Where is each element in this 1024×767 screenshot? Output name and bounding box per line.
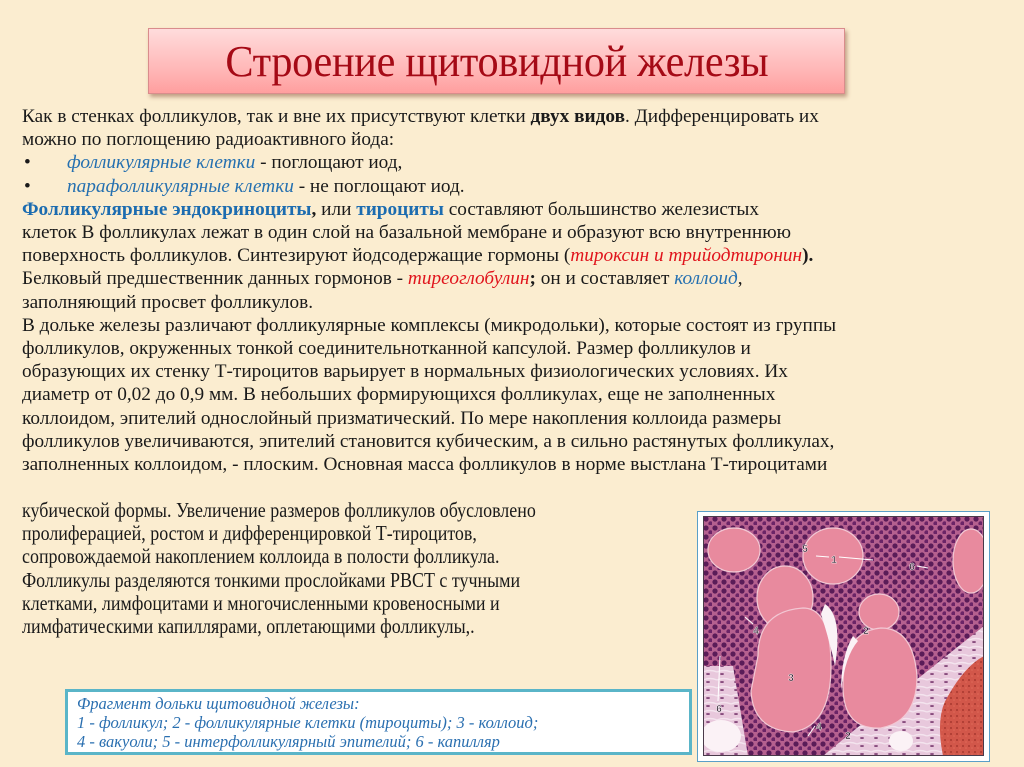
term-thyrocytes: тироциты — [356, 198, 444, 220]
text: или — [316, 198, 357, 220]
label-6: 6 — [716, 704, 722, 715]
figure-caption — [65, 689, 692, 755]
caption-line-2: 4 - вакуоли; 5 - интерфолликулярный эпителий; 6 - капилляр — [77, 732, 500, 751]
thyrocytes-line — [22, 198, 1012, 221]
text: поверхность фолликулов. Синтезируют йодсодержащие гормоны ( — [22, 245, 571, 267]
text: составляют большинство железистых — [443, 198, 760, 220]
bullet-item — [22, 175, 1012, 198]
term-colloid: коллоид — [674, 268, 738, 290]
term-hormones: тироксин и трийодтиронин — [570, 245, 803, 267]
label-1: 1 — [831, 555, 837, 566]
histology-figure — [697, 511, 990, 762]
term-thyroglobulin: тиреоглобулин — [407, 268, 530, 290]
text-line: фолликулов, окруженных тонкой соединительнотканной капсулой. Размер фолликулов и — [22, 338, 751, 360]
label-6: 6 — [909, 562, 915, 573]
text-line: образующих их стенку Т-тироцитов варьирует в нормальных физиологических условиях. Их — [22, 361, 788, 383]
text: , — [737, 268, 743, 290]
term-endocrinocytes: Фолликулярные эндокриноциты — [22, 198, 312, 220]
thyroid-micrograph-image — [703, 516, 984, 756]
text-line: фолликулов увеличиваются, эпителий становится кубическим, а в сильно растянутых фолликулах, — [22, 430, 835, 452]
label-2: 2 — [863, 626, 869, 637]
text-line: В дольке железы различают фолликулярные комплексы (микродольки), которые состоят из группы — [22, 314, 837, 336]
text-line: диаметр от 0,02 до 0,9 мм. В небольших формирующихся фолликулах, еще не заполненных — [22, 384, 776, 406]
label-5: 5 — [802, 544, 808, 555]
intro-line-1 — [22, 105, 1012, 128]
emphasis-two-types: двух видов — [530, 106, 625, 127]
label-4: 4 — [816, 722, 822, 733]
bullet-item — [22, 151, 1012, 174]
text: ; — [529, 268, 536, 290]
title-box — [148, 28, 845, 94]
slide-title: Строение щитовидной железы — [225, 36, 768, 86]
text-line: заполненных коллоидом, - плоским. Основная масса фолликулов в норме выстлана Т-тироцитами — [22, 454, 828, 476]
text-line: пролиферацией, ростом и дифференцировкой Т-тироцитов, — [22, 521, 477, 546]
text-line: заполняющий просвет фолликулов. — [22, 291, 314, 313]
term-follicular-cells: фолликулярные клетки — [67, 152, 256, 174]
bullet-icon: • — [24, 152, 31, 174]
text-line: кубической формы. Увеличение размеров фолликулов обусловлено — [22, 498, 536, 522]
text: . Дифференцировать их — [625, 106, 819, 127]
intro-line-2: можно по поглощению радиоактивного йода: — [22, 129, 395, 151]
text: Как в стенках фолликулов, так и вне их присутствуют клетки — [22, 106, 531, 127]
text-line: клетками, лимфоцитами и многочисленными кровеносными и — [22, 590, 500, 615]
bullet-icon: • — [24, 175, 31, 197]
text: ). — [802, 245, 814, 267]
hormones-line — [22, 244, 1012, 267]
text-line: Фолликулы разделяются тонкими прослойками РВСТ с тучными — [22, 567, 521, 592]
thyroglobulin-line — [22, 267, 1012, 290]
text: Белковый предшественник данных гормонов - — [22, 268, 408, 290]
label-3: 3 — [788, 673, 794, 684]
text: - поглощают иод, — [255, 152, 403, 174]
label-2: 2 — [845, 731, 851, 742]
text-line: коллоидом, эпителий однослойный призматический. По мере накопления коллоида размеры — [22, 407, 782, 429]
text: он и составляет — [535, 268, 675, 290]
text-line: сопровождаемой накоплением коллоида в полости фолликула. — [22, 544, 500, 569]
main-text — [22, 105, 1012, 476]
text-line: клеток В фолликулах лежат в один слой на базальной мембране и образуют всю внутреннюю — [22, 222, 792, 244]
caption-line-1: 1 - фолликул; 2 - фолликулярные клетки (тироциты); 3 - коллоид; — [77, 713, 539, 732]
label-4: 4 — [753, 626, 759, 637]
text: - не поглощают иод. — [293, 175, 465, 197]
text: , — [311, 198, 317, 220]
term-parafollicular-cells: парафолликулярные клетки — [67, 175, 294, 197]
caption-title: Фрагмент дольки щитовидной железы: — [77, 694, 360, 713]
condensed-text — [22, 499, 623, 638]
text-line: лимфатическими капиллярами, оплетающими фолликулы,. — [22, 614, 475, 639]
